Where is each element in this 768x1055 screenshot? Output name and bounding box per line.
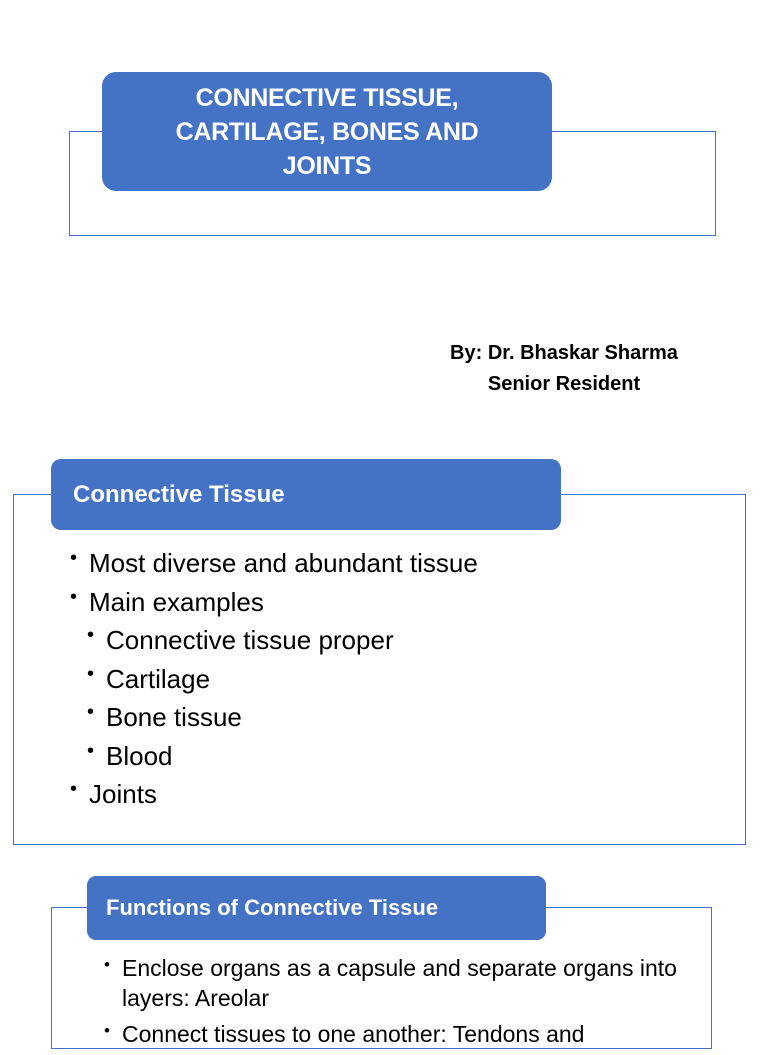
bullet-icon: • — [87, 624, 95, 646]
title-line: JOINTS — [282, 151, 372, 180]
author-name: By: Dr. Bhaskar Sharma — [450, 342, 678, 364]
functions-heading-banner — [87, 876, 546, 940]
bullet-icon: • — [87, 739, 95, 762]
title-banner — [102, 72, 552, 191]
list-item — [70, 737, 478, 776]
connective-tissue-bullet-list — [70, 544, 478, 814]
title-line: CONNECTIVE TISSUE, — [195, 83, 459, 112]
list-item — [70, 583, 478, 622]
functions-heading: Functions of Connective Tissue — [106, 895, 439, 920]
functions-bullet-list — [100, 953, 682, 1055]
list-item — [70, 544, 478, 583]
bullet-icon: • — [104, 1021, 110, 1040]
list-item-text: Joints — [89, 779, 157, 809]
author-credit — [410, 338, 718, 400]
bullet-icon: • — [70, 585, 78, 608]
list-item — [100, 953, 682, 1013]
list-item-text: Most diverse and abundant tissue — [89, 548, 478, 578]
author-role: Senior Resident — [487, 373, 641, 395]
list-item-text: Main examples — [89, 586, 264, 617]
title-line: CARTILAGE, BONES AND — [175, 117, 479, 146]
bullet-icon: • — [70, 547, 78, 569]
list-item-text: Blood — [106, 740, 173, 771]
bullet-icon: • — [87, 662, 95, 685]
list-item — [70, 775, 478, 814]
list-item — [70, 698, 478, 737]
list-item-text: Connect tissues to one another: Tendons and — [122, 1021, 585, 1047]
list-item-text: Bone tissue — [106, 702, 242, 732]
connective-tissue-heading-banner — [51, 459, 561, 530]
list-item-text: Enclose organs as a capsule and separate organs into layers: Areolar — [122, 955, 677, 1011]
list-item-text: Cartilage — [106, 663, 211, 694]
page-title — [176, 81, 479, 183]
bullet-icon: • — [87, 701, 95, 723]
list-item — [70, 621, 478, 660]
bullet-icon: • — [70, 778, 78, 800]
bullet-icon: • — [104, 955, 110, 974]
list-item — [70, 660, 478, 699]
list-item-text: Connective tissue proper — [106, 625, 394, 655]
connective-tissue-heading: Connective Tissue — [73, 480, 285, 508]
